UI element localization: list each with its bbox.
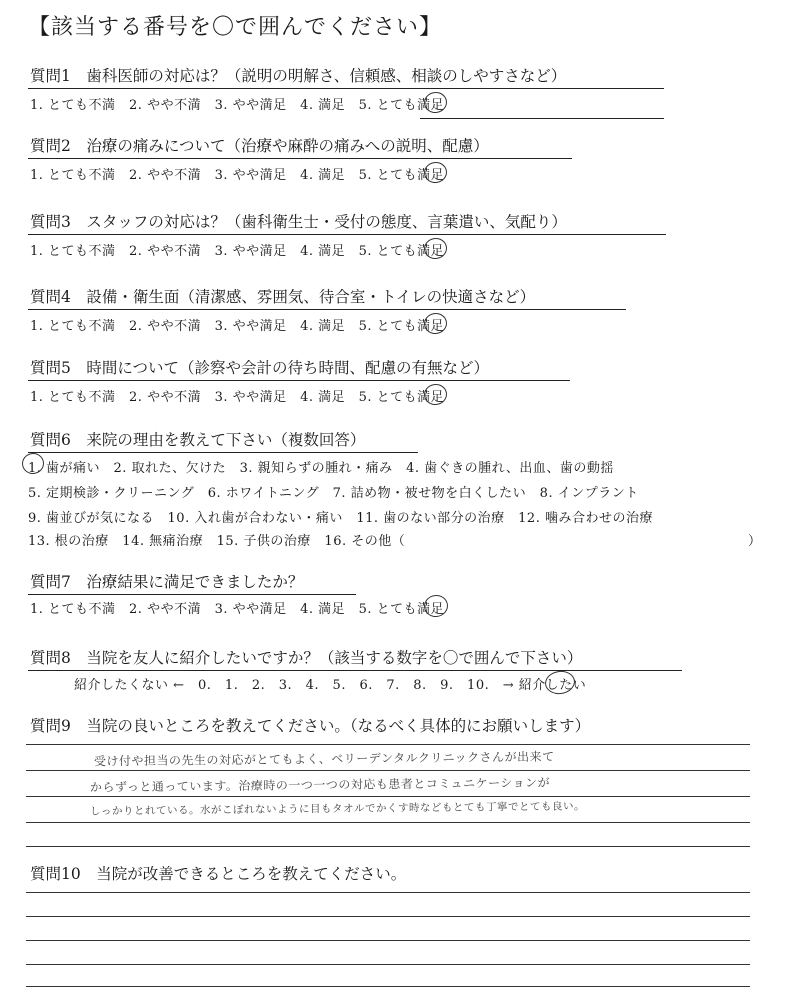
question-9-handwritten-answer-3: しっかりとれている。水がこぼれないように目もタオルでかくす時などもとても丁寧でとても良い。 [89,800,586,818]
question-1-options-underline [420,118,664,119]
question-6-options-row-4: 13. 根の治療 14. 無痛治療 15. 子供の治療 16. その他（ [28,534,406,549]
question-5-options: 1. とても不満 2. やや不満 3. やや満足 4. 満足 5. とても満足 [30,390,445,405]
question-6-options-row-2: 5. 定期検診・クリーニング 6. ホワイトニング 7. 詰め物・被せ物を白くしたい 8. インプラント [28,486,639,501]
question-4-label: 質問4 設備・衛生面（清潔感、雰囲気、待合室・トイレの快適さなど） [30,288,536,306]
question-9-answer-line-5 [26,846,750,847]
question-10-answer-line-4 [26,964,750,965]
question-7-options: 1. とても不満 2. やや不満 3. やや満足 4. 満足 5. とても満足 [30,602,445,617]
question-6-options-row-3: 9. 歯並びが気になる 10. 入れ歯が合わない・痛い 11. 歯のない部分の治療 12. 噛み合わせの治療 [28,511,653,526]
question-6-other-close-paren: ） [748,534,762,549]
question-6-underline [28,452,418,453]
page-title: 【該当する番号を〇で囲んでください】 [28,15,443,40]
question-1-options: 1. とても不満 2. やや不満 3. やや満足 4. 満足 5. とても満足 [30,98,445,113]
question-9-answer-line-1 [26,744,750,745]
question-10-answer-line-5 [26,986,750,987]
question-6-options-row-1: 1. 歯が痛い 2. 取れた、欠けた 3. 親知らずの腫れ・痛み 4. 歯ぐきの腫れ、出血、歯の動揺 [28,461,614,476]
question-6-label: 質問6 来院の理由を教えて下さい（複数回答） [30,431,366,449]
question-9-answer-line-2 [26,770,750,771]
question-9-handwritten-answer-2: からずっと通っています。治療時の一つ一つの対応も患者とコミュニケーションが [89,775,551,795]
question-5-label: 質問5 時間について（診察や会計の待ち時間、配慮の有無など） [30,359,490,377]
question-8-label: 質問8 当院を友人に紹介したいですか？（該当する数字を〇で囲んで下さい） [30,649,583,667]
question-10-answer-line-3 [26,940,750,941]
question-10-answer-line-2 [26,916,750,917]
question-4-options: 1. とても不満 2. やや不満 3. やや満足 4. 満足 5. とても満足 [30,319,445,334]
question-8-underline [28,670,682,671]
question-2-label: 質問2 治療の痛みについて（治療や麻酔の痛みへの説明、配慮） [30,137,489,155]
question-10-label: 質問10 当院が改善できるところを教えてください。 [30,865,407,883]
question-5-underline [28,380,570,381]
question-2-underline [28,158,572,159]
question-7-underline [28,594,356,595]
question-9-handwritten-answer-1: 受け付や担当の先生の対応がとてもよく、ベリーデンタルクリニックさんが出来て [93,749,555,769]
question-10-answer-line-1 [26,892,750,893]
question-1-label: 質問1 歯科医師の対応は？（説明の明解さ、信頼感、相談のしやすさなど） [30,67,567,85]
question-8-scale: 紹介したくない ← 0. 1. 2. 3. 4. 5. 6. 7. 8. 9. 10. → 紹介したい [74,678,587,693]
question-3-label: 質問3 スタッフの対応は？（歯科衛生士・受付の態度、言葉遣い、気配り） [30,213,567,231]
question-4-underline [28,309,626,310]
question-9-label: 質問9 当院の良いところを教えてください。（なるべく具体的にお願いします） [30,717,591,735]
question-2-options: 1. とても不満 2. やや不満 3. やや満足 4. 満足 5. とても満足 [30,168,445,183]
question-3-options: 1. とても不満 2. やや不満 3. やや満足 4. 満足 5. とても満足 [30,244,445,259]
question-1-underline [28,88,664,89]
question-7-label: 質問7 治療結果に満足できましたか？ [30,573,304,591]
question-3-underline [28,234,666,235]
question-9-answer-line-3 [26,796,750,797]
question-9-answer-line-4 [26,822,750,823]
